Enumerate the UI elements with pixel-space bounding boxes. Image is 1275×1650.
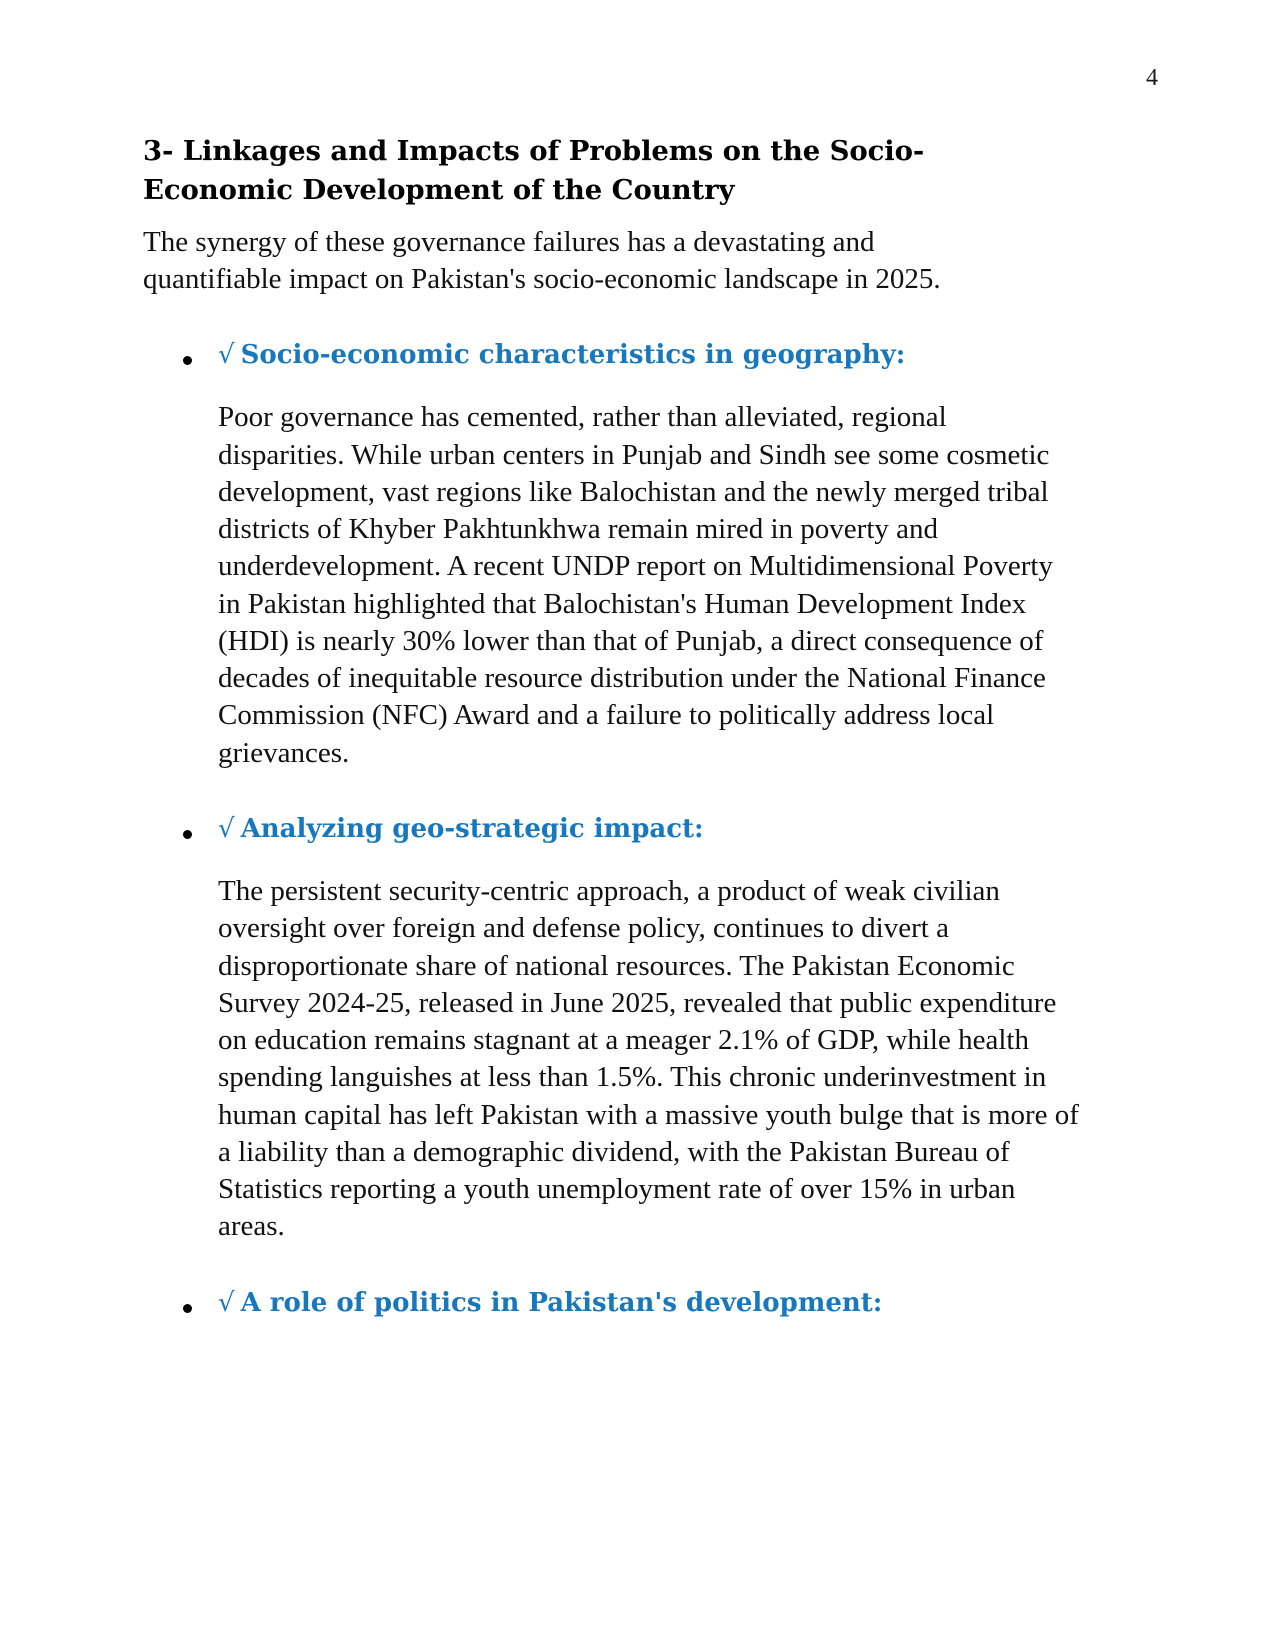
- list-item: [143, 1286, 1083, 1321]
- page-number: 4: [1146, 65, 1158, 91]
- page-content: [143, 132, 1083, 1361]
- bullet-dot-icon: [183, 830, 192, 839]
- intro-paragraph: The synergy of these governance failures has a devastating and quantifiable impact on Pakistan's socio-economic landscape in 2025.: [143, 226, 941, 296]
- bullet-body-paragraph: The persistent security-centric approach, a product of weak civilian oversight over foreign and defense policy, continues to divert a disproportionate share of national resources. The Pakistan Economic Survey 2024-25, released in June 2025, revealed that public expenditure on education remains stagnant at a meager 2.1% of GDP, while health spending languishes at less than 1.5%. This chronic underinvestment in human capital has left Pakistan with a massive youth bulge that is more of a liability than a demographic dividend, with the Pakistan Bureau of Statistics reporting a youth unemployment rate of over 15% in urban areas.: [218, 875, 1079, 1243]
- bullet-heading-label: A role of politics in Pakistan's development:: [240, 1287, 883, 1318]
- list-item: [143, 338, 1083, 772]
- check-mark-icon: √: [218, 1287, 235, 1318]
- bullet-body-paragraph: Poor governance has cemented, rather than alleviated, regional disparities. While urban centers in Punjab and Sindh see some cosmetic development, vast regions like Balochistan and the newly merged tribal districts of Khyber Pakhtunkhwa remain mired in poverty and underdevelopment. A recent UNDP report on Multidimensional Poverty in Pakistan highlighted that Balochistan's Human Development Index (HDI) is nearly 30% lower than that of Punjab, a direct consequence of decades of inequitable resource distribution under the National Finance Commission (NFC) Award and a failure to politically address local grievances.: [218, 401, 1053, 769]
- bullet-list: [143, 338, 1083, 1320]
- bullet-heading: [218, 812, 1083, 847]
- bullet-dot-icon: [183, 356, 192, 365]
- page-bottom-spacer: [143, 1321, 1083, 1361]
- list-item: [143, 812, 1083, 1246]
- bullet-dot-icon: [183, 1304, 192, 1313]
- bullet-heading-label: Socio-economic characteristics in geography:: [240, 340, 906, 371]
- bullet-heading: [218, 1286, 1083, 1321]
- bullet-heading-label: Analyzing geo-strategic impact:: [240, 813, 704, 844]
- section-heading: 3- Linkages and Impacts of Problems on the Socio-Economic Development of the Country: [143, 135, 925, 207]
- check-mark-icon: √: [218, 813, 235, 844]
- bullet-heading: [218, 338, 1083, 373]
- check-mark-icon: √: [218, 340, 235, 371]
